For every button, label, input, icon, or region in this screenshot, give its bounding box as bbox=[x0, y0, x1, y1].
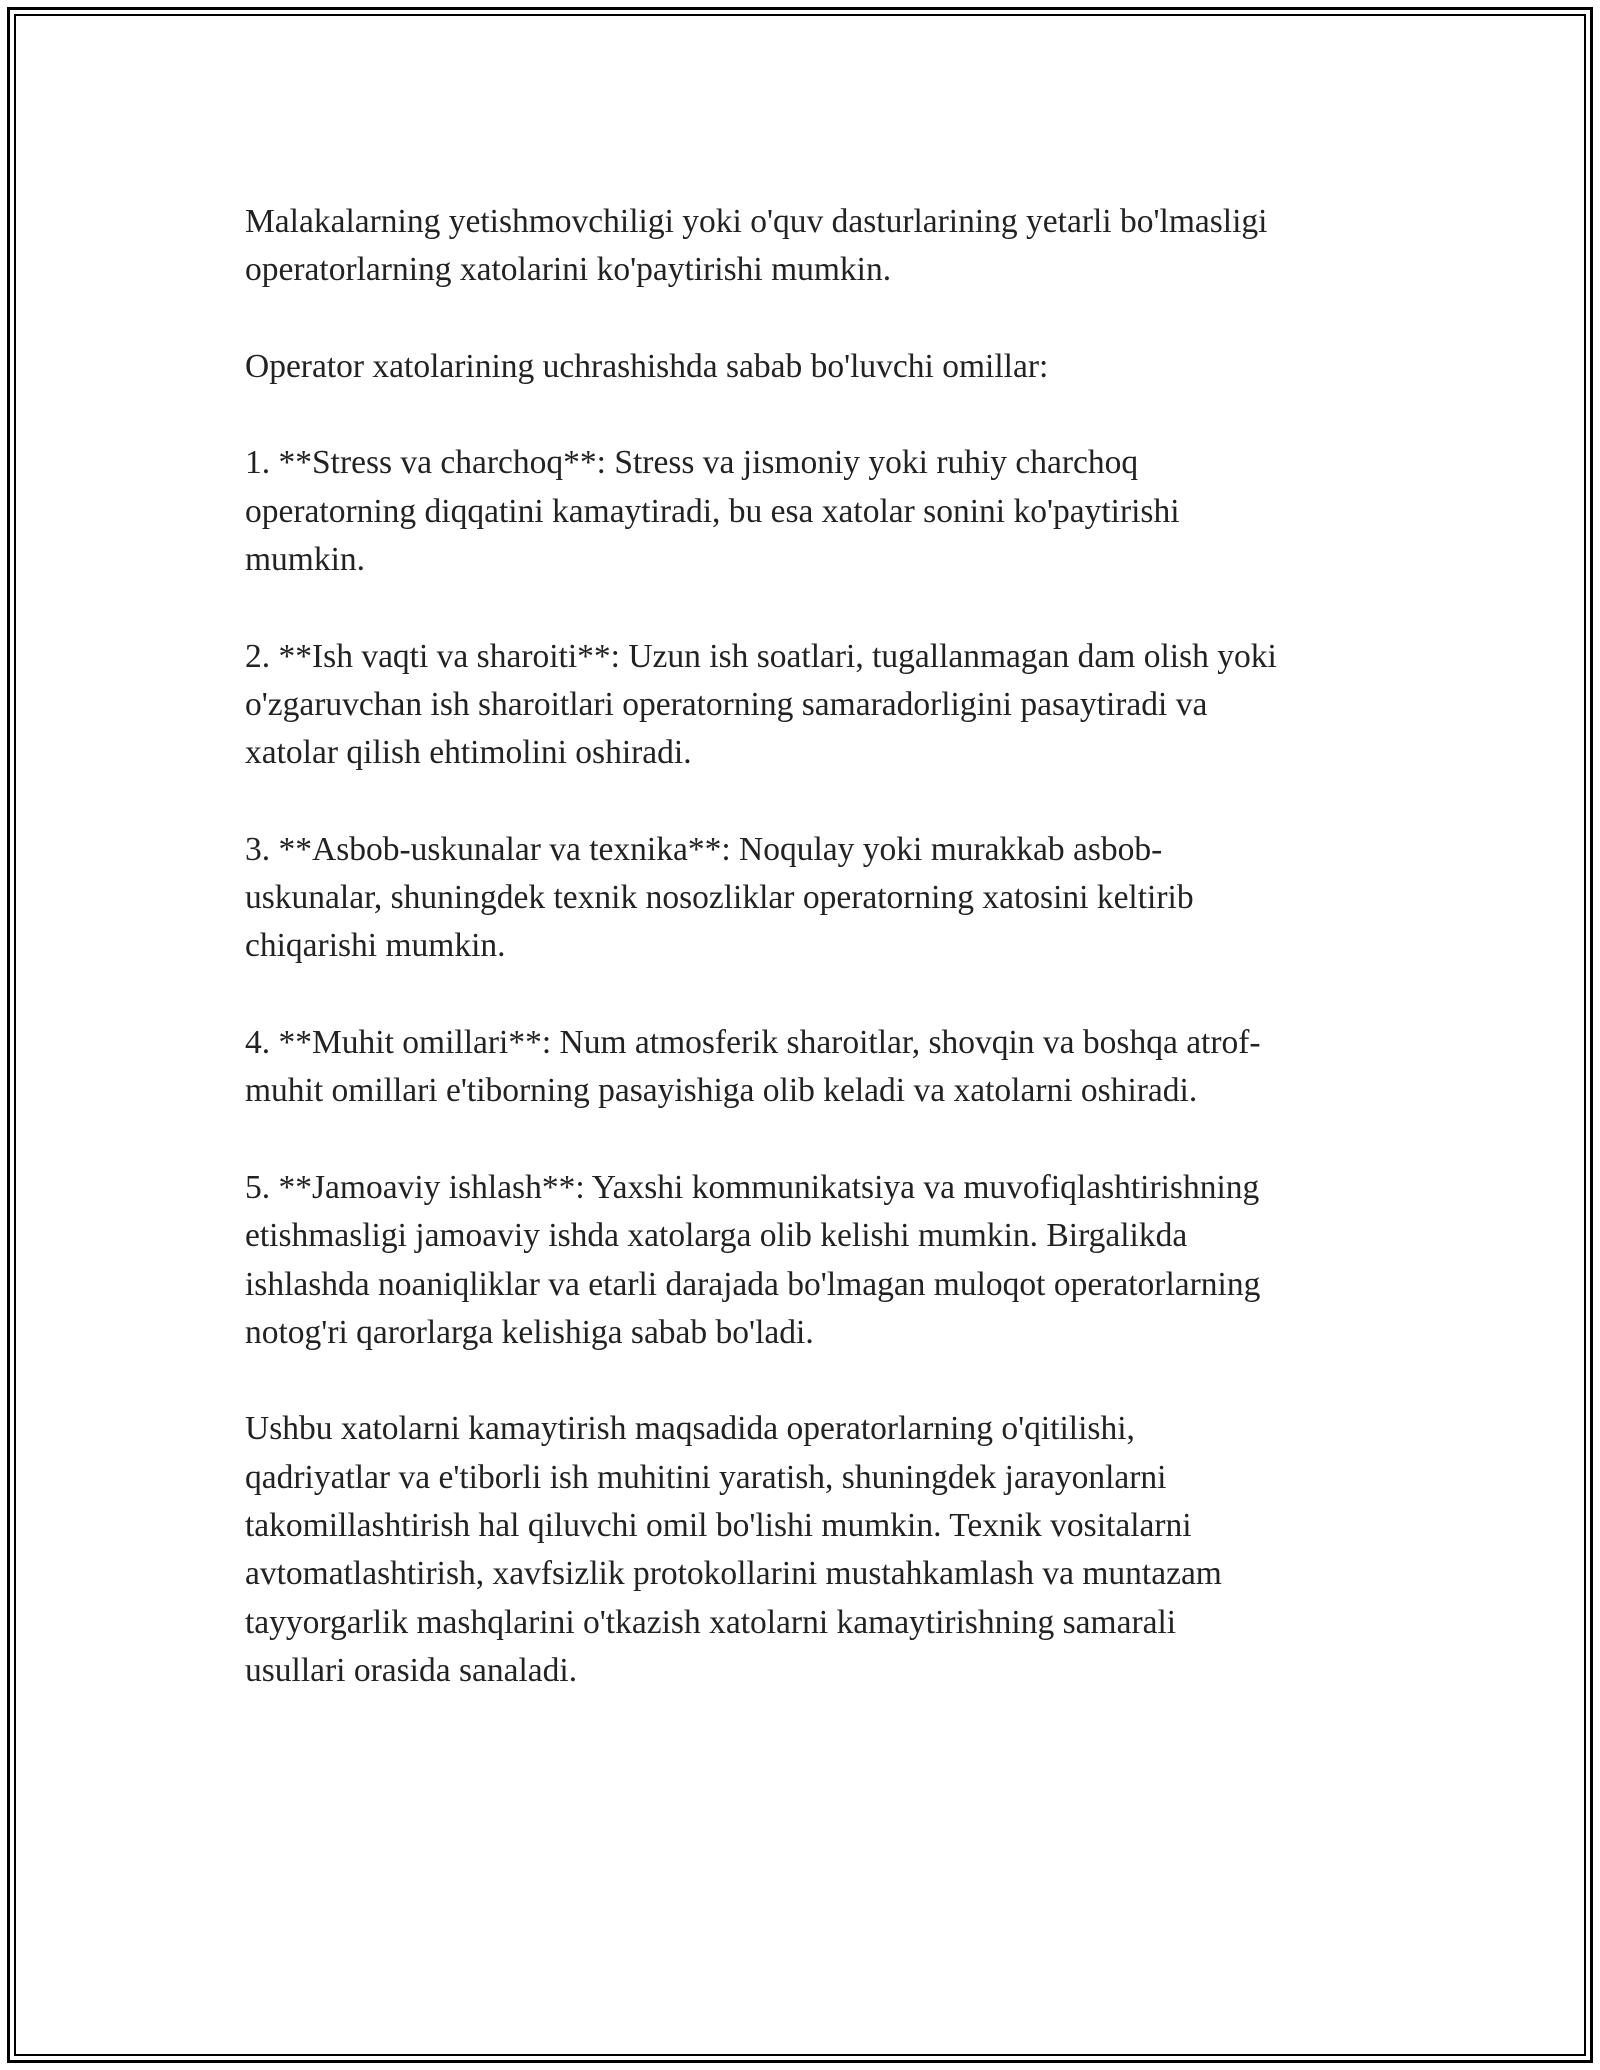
document-body bbox=[245, 198, 1380, 1744]
list-item-environment: 4. **Muhit omillari**: Num atmosferik sharoitlar, shovqin va boshqa atrof- muhit omillari e'tiborning pasayishiga olib keladi va xatolarni oshiradi. bbox=[245, 1024, 1261, 1110]
list-item-equipment: 3. **Asbob-uskunalar va texnika**: Noqulay yoki murakkab asbob- uskunalar, shuningdek texnik nosozliklar operatorning xatosini keltirib chiqarishi mumkin. bbox=[245, 830, 1194, 965]
list-item-teamwork: 5. **Jamoaviy ishlash**: Yaxshi kommunikatsiya va muvofiqlashtirishning etishmasligi jamoaviy ishda xatolarga olib kelishi mumkin. Birgalikda ishlashda noaniqliklar va etarli darajada bo'lmagan muloqot operatorlarning notog'ri qarorlarga kelishiga sabab bo'ladi. bbox=[245, 1168, 1261, 1351]
factors-heading: Operator xatolarining uchrashishda sabab bo'luvchi omillar: bbox=[245, 347, 1049, 385]
list-item-work-time: 2. **Ish vaqti va sharoiti**: Uzun ish soatlari, tugallanmagan dam olish yoki o'zgaruvchan ish sharoitlari operatorning samaradorligini pasaytiradi va xatolar qilish ehtimolini oshiradi. bbox=[245, 637, 1277, 772]
page-border bbox=[7, 7, 1593, 2063]
conclusion-paragraph: Ushbu xatolarni kamaytirish maqsadida operatorlarning o'qitilishi, qadriyatlar va e'tiborli ish muhitini yaratish, shuningdek jarayonlarni takomillashtirish hal qiluvchi omil bo'lishi mumkin. Texnik vositalarni avtomatlashtirish, xavfsizlik protokollarini mustahkamlash va muntazam tayyorgarlik mashqlarini o'tkazish xatolarni kamaytirishning samarali usullari orasida sanaladi. bbox=[245, 1410, 1222, 1689]
list-item-stress: 1. **Stress va charchoq**: Stress va jismoniy yoki ruhiy charchoq operatorning diqqatini kamaytiradi, bu esa xatolar sonini ko'paytirishi mumkin. bbox=[245, 444, 1180, 579]
intro-paragraph: Malakalarning yetishmovchiligi yoki o'quv dasturlarining yetarli bo'lmasligi operatorlarning xatolarini ko'paytirishi mumkin. bbox=[245, 203, 1268, 289]
